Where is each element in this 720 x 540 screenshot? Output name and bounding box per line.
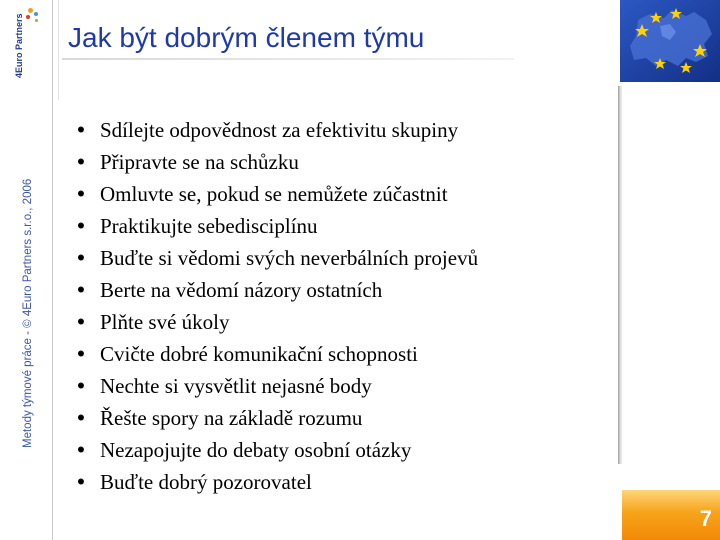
bullet-dot: •	[77, 245, 85, 270]
slide-title: Jak být dobrým členem týmu	[68, 22, 425, 53]
page-number-box	[622, 490, 720, 540]
bullet-dot: •	[77, 309, 85, 334]
bullet-text: Nezapojujte do debaty osobní otázky	[100, 438, 412, 462]
bullet-text: Omluvte se, pokud se nemůžete zúčastnit	[100, 182, 448, 206]
bullet-dot: •	[77, 117, 85, 142]
bullet-dot: •	[77, 437, 85, 462]
vertical-accent-line	[618, 86, 622, 464]
bullet-text: Cvičte dobré komunikační schopnosti	[100, 342, 418, 366]
bullet-dot: •	[77, 469, 85, 494]
left-divider-inner	[58, 0, 59, 100]
company-logo	[2, 6, 48, 78]
bullet-text: Nechte si vysvětlit nejasné body	[100, 374, 372, 398]
bullet-text: Buďte si vědomi svých neverbálních projevů	[100, 246, 479, 270]
bullet-dot: •	[77, 277, 85, 302]
logo-text: 4Euro Partners	[14, 13, 24, 78]
bullet-dot: •	[77, 341, 85, 366]
bullet-text: Plňte své úkoly	[100, 310, 230, 334]
bullet-dot: •	[77, 405, 85, 430]
bullet-text: Buďte dobrý pozorovatel	[100, 470, 312, 494]
page-number: 7	[699, 506, 712, 531]
eu-flag-map-icon	[620, 0, 720, 82]
bullet-dot: •	[77, 213, 85, 238]
bullet-text: Připravte se na schůzku	[100, 150, 299, 174]
title-underline	[62, 58, 514, 60]
bullet-dot: •	[77, 149, 85, 174]
bullet-text: Řešte spory na základě rozumu	[100, 406, 363, 430]
bullet-text: Sdílejte odpovědnost za efektivitu skupiny	[100, 118, 459, 142]
bullet-dot: •	[77, 373, 85, 398]
side-caption: Metody týmové práce - © 4Euro Partners s.r.o., 2006	[22, 178, 34, 448]
left-divider	[52, 0, 53, 540]
bullet-text: Praktikujte sebedisciplínu	[100, 214, 318, 238]
bullet-text: Berte na vědomí názory ostatních	[100, 278, 383, 302]
bullet-dot: •	[77, 181, 85, 206]
